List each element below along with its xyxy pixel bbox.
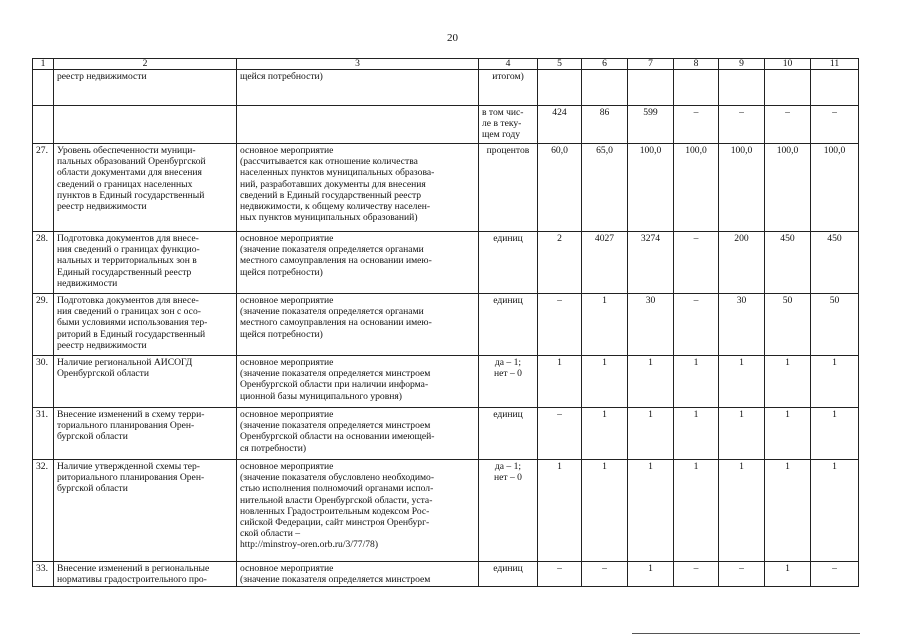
header-cell: 5 [538,59,582,70]
value-cell: 100,0 [765,144,811,232]
value-cell: – [674,294,719,356]
value-cell: 599 [628,106,674,144]
row-number-cell: 32. [33,460,54,562]
value-cell: 1 [811,460,859,562]
value-cell: – [811,106,859,144]
method-cell: основное мероприятие (значение показателя определяется органами местного самоуправления на основании имею- щейся потребности) [237,294,479,356]
value-cell: 1 [628,460,674,562]
value-cell: 1 [811,408,859,460]
header-cell: 7 [628,59,674,70]
value-cell: – [538,408,582,460]
row-number-cell [33,106,54,144]
value-cell: – [538,562,582,587]
value-cell: 100,0 [719,144,765,232]
value-cell: 1 [628,356,674,408]
header-cell: 1 [33,59,54,70]
value-cell: 50 [765,294,811,356]
table-header-row [33,59,859,70]
value-cell: 1 [628,408,674,460]
value-cell: 1 [765,460,811,562]
value-cell: 30 [719,294,765,356]
method-cell: основное мероприятие (значение показателя определяется минстроем [237,562,479,587]
header-cell: 11 [811,59,859,70]
header-cell: 6 [582,59,628,70]
value-cell: 1 [628,562,674,587]
row-number-cell [33,70,54,106]
value-cell: – [674,232,719,294]
table-row [33,460,859,562]
value-cell: 1 [538,460,582,562]
row-number-cell: 29. [33,294,54,356]
value-cell: – [674,106,719,144]
indicator-cell: реестр недвижимости [54,70,237,106]
header-cell: 3 [237,59,479,70]
row-number-cell: 30. [33,356,54,408]
value-cell: 4027 [582,232,628,294]
header-cell: 9 [719,59,765,70]
value-cell: 65,0 [582,144,628,232]
value-cell: 1 [582,294,628,356]
value-cell [628,70,674,106]
value-cell [811,70,859,106]
value-cell: 100,0 [811,144,859,232]
value-cell: – [674,562,719,587]
unit-cell: итогом) [479,70,538,106]
value-cell: 424 [538,106,582,144]
value-cell [765,70,811,106]
table-row [33,356,859,408]
indicator-cell: Наличие утвержденной схемы тер- риториального планирования Орен- бургской области [54,460,237,562]
row-number-cell: 31. [33,408,54,460]
value-cell [719,70,765,106]
unit-cell: единиц [479,562,538,587]
unit-cell: единиц [479,408,538,460]
row-number-cell: 33. [33,562,54,587]
value-cell: 100,0 [674,144,719,232]
value-cell: 1 [765,356,811,408]
header-cell: 8 [674,59,719,70]
value-cell: 450 [765,232,811,294]
value-cell: 1 [811,356,859,408]
value-cell: 1 [765,562,811,587]
table-row [33,232,859,294]
header-cell: 4 [479,59,538,70]
value-cell: 86 [582,106,628,144]
indicator-cell: Внесение изменений в региональные нормативы градостроительного про- [54,562,237,587]
value-cell: 100,0 [628,144,674,232]
value-cell: 30 [628,294,674,356]
value-cell: 200 [719,232,765,294]
value-cell: – [811,562,859,587]
indicator-cell: Подготовка документов для внесе- ния сведений о границах зон с осо- быми условиями использования тер- риторий в Единый государственный реестр недвижимости [54,294,237,356]
bottom-divider [632,633,860,634]
value-cell: 1 [582,408,628,460]
value-cell: – [719,562,765,587]
value-cell: 1 [719,408,765,460]
table-row [33,70,859,106]
value-cell: 60,0 [538,144,582,232]
header-cell: 2 [54,59,237,70]
method-cell [237,106,479,144]
value-cell: 3274 [628,232,674,294]
value-cell [582,70,628,106]
indicators-table [32,58,859,587]
method-cell: основное мероприятие (значение показателя определяется минстроем Оренбургской области на основании имеющей- ся потребности) [237,408,479,460]
value-cell: 1 [582,460,628,562]
value-cell: – [538,294,582,356]
header-cell: 10 [765,59,811,70]
value-cell [674,70,719,106]
value-cell: 1 [674,408,719,460]
value-cell [538,70,582,106]
value-cell: 1 [719,460,765,562]
unit-cell: процентов [479,144,538,232]
table-row [33,408,859,460]
value-cell: – [582,562,628,587]
indicator-cell: Наличие региональной АИСОГД Оренбургской области [54,356,237,408]
value-cell: 1 [674,356,719,408]
unit-cell: да – 1; нет – 0 [479,460,538,562]
value-cell: – [719,106,765,144]
indicator-cell: Уровень обеспеченности муници- пальных образований Оренбургской области документами для внесения сведений о границах населенных пунктов в Единый государственный реестр недвижимости [54,144,237,232]
value-cell: 50 [811,294,859,356]
method-cell: основное мероприятие (рассчитывается как отношение количества населенных пунктов муниципальных образова- ний, разработавших документы для внесения сведений в Единый государственный реестр недвижимости, к общему количеству населен- ных пунктов муниципальных образований) [237,144,479,232]
value-cell: 2 [538,232,582,294]
unit-cell: единиц [479,294,538,356]
method-cell: щейся потребности) [237,70,479,106]
unit-cell: единиц [479,232,538,294]
table-row [33,106,859,144]
value-cell: 1 [719,356,765,408]
table-row [33,562,859,587]
value-cell: 1 [538,356,582,408]
page-number: 20 [447,32,458,44]
indicator-cell: Внесение изменений в схему терри- ториального планирования Орен- бургской области [54,408,237,460]
value-cell: 450 [811,232,859,294]
row-number-cell: 28. [33,232,54,294]
value-cell: 1 [765,408,811,460]
table-row [33,294,859,356]
unit-cell: да – 1; нет – 0 [479,356,538,408]
unit-cell: в том чис- ле в теку- щем году [479,106,538,144]
value-cell: – [765,106,811,144]
indicator-cell: Подготовка документов для внесе- ния сведений о границах функцио- нальных и территориальных зон в Единый государственный реестр недвижимости [54,232,237,294]
method-cell: основное мероприятие (значение показателя определяется минстроем Оренбургской области при наличии информа- ционной базы муниципального уровня) [237,356,479,408]
row-number-cell: 27. [33,144,54,232]
method-cell: основное мероприятие (значение показателя обусловлено необходимо- стью исполнения полномочий органами испол- нительной власти Оренбургской области, уста- новленных Градостроительным кодексом Рос- сийской Федерации, сайт минстроя Оренбург- ской области – http://minstroy-oren.orb.ru/3/77/78) [237,460,479,562]
value-cell: 1 [582,356,628,408]
indicator-cell [54,106,237,144]
method-cell: основное мероприятие (значение показателя определяется органами местного самоуправления на основании имею- щейся потребности) [237,232,479,294]
value-cell: 1 [674,460,719,562]
table-row [33,144,859,232]
